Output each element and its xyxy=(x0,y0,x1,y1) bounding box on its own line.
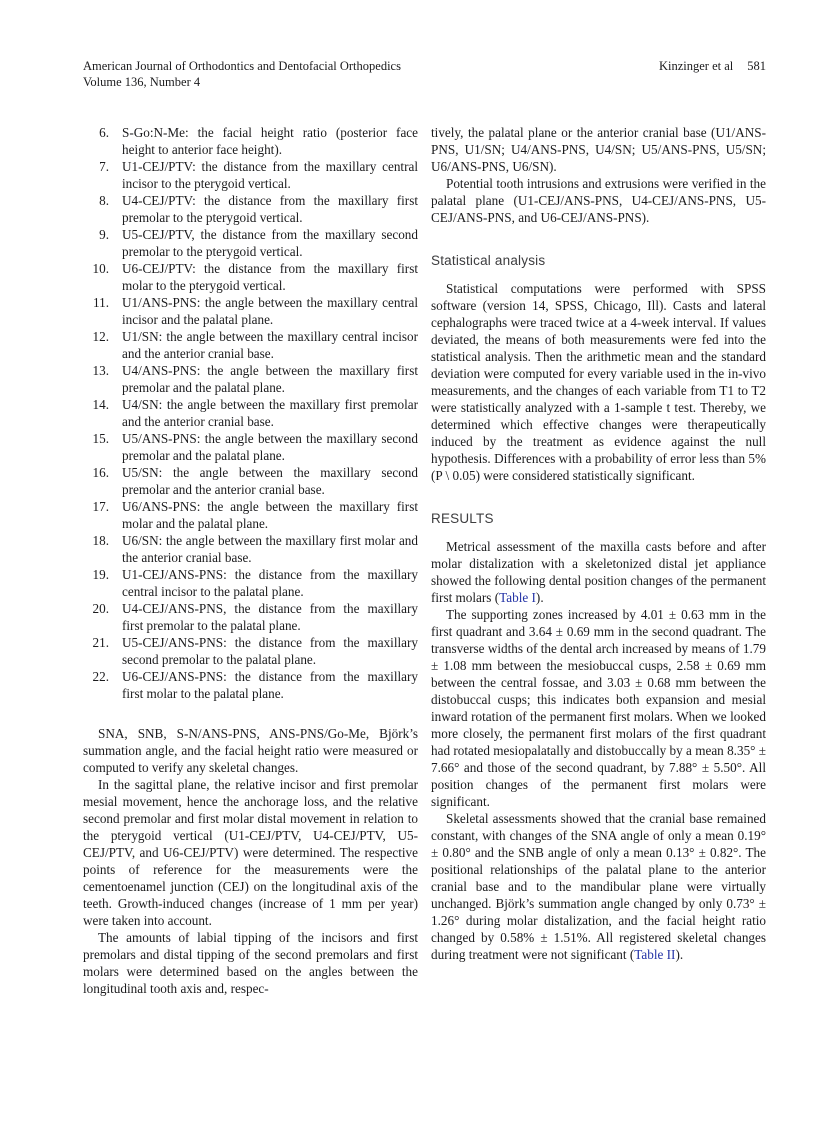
list-item-number: 6. xyxy=(99,125,109,140)
list-item-number: 19. xyxy=(92,567,109,582)
list-item xyxy=(83,464,418,498)
list-item xyxy=(83,328,418,362)
paragraph-sagittal-plane: In the sagittal plane, the relative incisor and first premolar mesial movement, hence the anchorage loss, and the relative second premolar and first molar distal movement in relation to the pterygoid vertical (U1-CEJ/PTV, U4-CEJ/PTV, U5-CEJ/PTV, and U6-CEJ/PTV) were determined. The respective points of reference for the measurements were the cementoenamel junction (CEJ) on the longitudinal axis of the teeth. Growth-induced changes (increase of 1 mm per year) were taken into account. xyxy=(83,777,418,928)
page-number: 581 xyxy=(747,59,766,73)
paragraph-statistical: Statistical computations were performed with SPSS software (version 14, SPSS, Chicago, Ill). Casts and lateral cephalographs were traced twice at a 4-week interval. If values deviated, the means of both measurements were fed into the statistical analysis. Then the arithmetic mean and the standard deviation were computed for every variable used in the in-vivo measurements, and the changes of each variable from T1 to T2 were statistically analyzed with a 1-sample t test. Thereby, we determined which effective changes were therapeutically induced by the treatment as evidence against the null hypothesis. Differences with a probability of error less than 5% (P \ 0.05) were considered statistically significant. xyxy=(431,281,766,483)
list-item-number: 9. xyxy=(99,227,109,242)
list-item xyxy=(83,158,418,192)
list-item-number: 21. xyxy=(92,635,109,650)
running-head xyxy=(83,58,766,90)
list-item-text: U1-CEJ/ANS-PNS: the distance from the maxillary central incisor to the palatal plane. xyxy=(122,567,418,599)
authors-label: Kinzinger et al xyxy=(658,59,734,73)
paragraph-skeletal-measures: SNA, SNB, S-N/ANS-PNS, ANS-PNS/Go-Me, Björk’s summation angle, and the facial height ratio were measured or computed to verify any skeletal changes. xyxy=(83,726,418,775)
list-item xyxy=(83,430,418,464)
paragraph-text: ). xyxy=(535,590,544,605)
heading-statistical-analysis: Statistical analysis xyxy=(431,253,546,268)
list-item-text: U6-CEJ/ANS-PNS: the distance from the maxillary first molar to the palatal plane. xyxy=(122,669,418,701)
list-item-number: 11. xyxy=(93,295,109,310)
measurement-list xyxy=(83,124,418,702)
journal-title: American Journal of Orthodontics and Dentofacial Orthopedics xyxy=(83,59,401,73)
left-column xyxy=(83,124,418,997)
paragraph-results-supporting-zones: The supporting zones increased by 4.01 ± 0.63 mm in the first quadrant and 3.64 ± 0.69 mm in the second quadrant. The transverse widths of the dental arch increased by means of 1.79 ± 1.08 mm between the mesiobuccal cusps, 2.58 ± 0.69 mm between the central fossae, and 3.03 ± 0.68 mm between the distobuccal cusps; this indicates both expansion and mesial inward rotation of the permanent first molars. When we looked more closely, the permanent first molars of the first quadrant had rotated mesiopalatally and distobuccally by a mean 8.35° ± 7.66° and those of the second quadrant, by 7.88° ± 5.50°. All position changes of the permanent first molars were significant. xyxy=(431,607,766,809)
list-item-text: S-Go:N-Me: the facial height ratio (posterior face height to anterior face height). xyxy=(122,125,418,157)
paragraph-continuation: tively, the palatal plane or the anterior cranial base (U1/ANS-PNS, U1/SN; U4/ANS-PNS, U4/SN; U5/ANS-PNS, U5/SN; U6/ANS-PNS, U6/SN). xyxy=(431,125,766,174)
heading-results: RESULTS xyxy=(431,511,494,526)
list-item-number: 14. xyxy=(92,397,109,412)
list-item-text: U1/SN: the angle between the maxillary central incisor and the anterior cranial base. xyxy=(122,329,418,361)
list-item-number: 16. xyxy=(92,465,109,480)
list-item xyxy=(83,362,418,396)
list-item xyxy=(83,260,418,294)
page-head-right xyxy=(659,58,766,74)
paragraph-results-metrical xyxy=(431,538,766,606)
list-item xyxy=(83,294,418,328)
paragraph-results-skeletal xyxy=(431,810,766,963)
list-item-number: 10. xyxy=(92,261,109,276)
paragraph-text: Metrical assessment of the maxilla casts before and after molar distalization with a skeletonized distal jet appliance showed the following dental position changes of the permanent first molars ( xyxy=(431,539,766,605)
table-1-link[interactable]: Table I xyxy=(499,590,536,605)
list-item-text: U4/SN: the angle between the maxillary first premolar and the anterior cranial base. xyxy=(122,397,418,429)
list-item-text: U4/ANS-PNS: the angle between the maxillary first premolar and the palatal plane. xyxy=(122,363,418,395)
right-column xyxy=(431,124,766,997)
list-item xyxy=(83,124,418,158)
list-item-number: 12. xyxy=(92,329,109,344)
journal-title-block xyxy=(83,58,401,90)
list-item xyxy=(83,668,418,702)
list-item xyxy=(83,600,418,634)
list-item-text: U1-CEJ/PTV: the distance from the maxillary central incisor to the pterygoid vertical. xyxy=(122,159,418,191)
list-item-text: U4-CEJ/ANS-PNS, the distance from the maxillary first premolar to the palatal plane. xyxy=(122,601,418,633)
list-item-text: U5/ANS-PNS: the angle between the maxillary second premolar and the palatal plane. xyxy=(122,431,418,463)
list-item xyxy=(83,192,418,226)
list-item-number: 13. xyxy=(92,363,109,378)
list-item-number: 22. xyxy=(92,669,109,684)
list-item xyxy=(83,566,418,600)
list-item-text: U5/SN: the angle between the maxillary second premolar and the anterior cranial base. xyxy=(122,465,418,497)
list-item xyxy=(83,634,418,668)
list-item xyxy=(83,226,418,260)
list-item-text: U5-CEJ/ANS-PNS: the distance from the maxillary second premolar to the palatal plane. xyxy=(122,635,418,667)
list-item-number: 8. xyxy=(99,193,109,208)
list-item-number: 20. xyxy=(92,601,109,616)
table-2-link[interactable]: Table II xyxy=(634,947,676,962)
list-item-text: U6/ANS-PNS: the angle between the maxillary first molar and the palatal plane. xyxy=(122,499,418,531)
list-item-number: 17. xyxy=(92,499,109,514)
list-item-number: 15. xyxy=(92,431,109,446)
paragraph-text: ). xyxy=(675,947,684,962)
paragraph-intrusions: Potential tooth intrusions and extrusions were verified in the palatal plane (U1-CEJ/ANS-PNS, U4-CEJ/ANS-PNS, U5-CEJ/ANS-PNS, and U6-CEJ/ANS-PNS). xyxy=(431,176,766,225)
list-item-text: U6/SN: the angle between the maxillary first molar and the anterior cranial base. xyxy=(122,533,418,565)
list-item xyxy=(83,498,418,532)
paragraph-labial-tipping: The amounts of labial tipping of the incisors and first premolars and distal tipping of the second premolars and first molars were determined based on the angles between the longitudinal tooth axis and, respec- xyxy=(83,930,418,996)
journal-issue: Volume 136, Number 4 xyxy=(83,75,201,89)
list-item-number: 18. xyxy=(92,533,109,548)
list-item-text: U4-CEJ/PTV: the distance from the maxillary first premolar to the pterygoid vertical. xyxy=(122,193,418,225)
list-item-number: 7. xyxy=(99,159,109,174)
list-item-text: U5-CEJ/PTV, the distance from the maxillary second premolar to the pterygoid vertical. xyxy=(122,227,418,259)
list-item xyxy=(83,532,418,566)
list-item-text: U6-CEJ/PTV: the distance from the maxillary first molar to the pterygoid vertical. xyxy=(122,261,418,293)
paragraph-text: Skeletal assessments showed that the cranial base remained constant, with changes of the SNA angle of only a mean 0.19° ± 0.80° and the SNB angle of only a mean 0.13° ± 0.82°. The positional relationships of the palatal plane to the anterior cranial base and to the mandibular plane were virtually unchanged. Björk’s summation angle changed by only 0.73° ± 1.26° during molar distalization, and the facial height ratio changed by 0.58% ± 1.51%. All registered skeletal changes during treatment were not significant ( xyxy=(431,811,766,962)
list-item xyxy=(83,396,418,430)
list-item-text: U1/ANS-PNS: the angle between the maxillary central incisor and the palatal plane. xyxy=(122,295,418,327)
